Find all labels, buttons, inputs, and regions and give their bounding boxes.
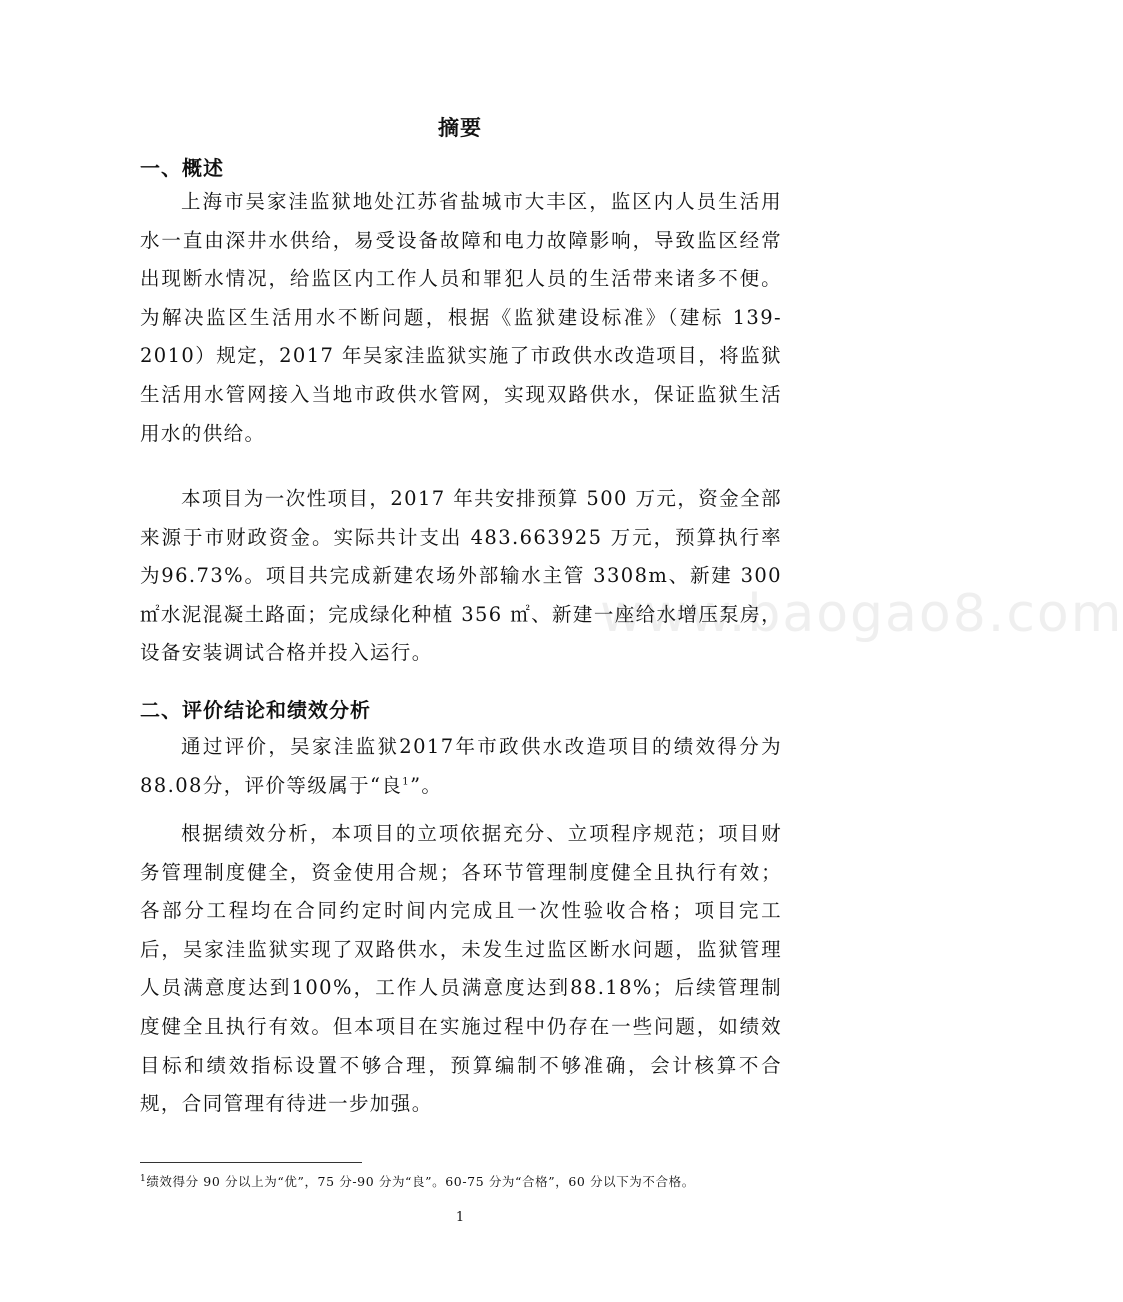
footnote-marker: 1 — [140, 1173, 147, 1184]
section-heading-conclusion: 二、评价结论和绩效分析 — [140, 698, 371, 722]
overview-paragraph-1: 上海市吴家洼监狱地处江苏省盐城市大丰区，监区内人员生活用水一直由深井水供给，易受设备故障和电力故障影响，导致监区经常出现断水情况，给监区内工作人员和罪犯人员的生活带来诸多不便。为解决监区生活用水不断问题，根据《监狱建设标准》（建标 139-2010）规定，2017 年吴家洼监狱实施了市政供水改造项目，将监狱生活用水管网接入当地市政供水管网，实现双路供水，保证监狱生活用水的供给。 — [140, 190, 782, 445]
conclusion-text-end: ”。 — [410, 773, 443, 797]
page-number: 1 — [455, 1210, 465, 1225]
footnote-text: 绩效得分 90 分以上为“优”，75 分-90 分为“良”。60-75 分为“合格”，60 分以下为不合格。 — [146, 1174, 695, 1189]
watermark: www.baogao8.com — [600, 584, 1123, 644]
page-title: 摘要 — [438, 115, 482, 140]
section-heading-overview: 一、概述 — [140, 156, 224, 180]
overview-paragraph-2: 本项目为一次性项目，2017 年共安排预算 500 万元，资金全部来源于市财政资金。实际共计支出 483.663925 万元，预算执行率为96.73%。项目共完成新建农场外部输水主管 3308m、新建 300 ㎡水泥混凝土路面；完成绿化种植 356 ㎡、新建一座给水增压泵房，设备安装调试合格并投入运行。 — [140, 487, 782, 665]
conclusion-paragraph-2: 根据绩效分析，本项目的立项依据充分、立项程序规范；项目财务管理制度健全，资金使用合规；各环节管理制度健全且执行有效；各部分工程均在合同约定时间内完成且一次性验收合格；项目完工后，吴家洼监狱实现了双路供水，未发生过监区断水问题，监狱管理人员满意度达到100%，工作人员满意度达到88.18%；后续管理制度健全且执行有效。但本项目在实施过程中仍存在一些问题，如绩效目标和绩效指标设置不够合理，预算编制不够准确，会计核算不合规，合同管理有待进一步加强。 — [140, 822, 782, 1116]
conclusion-paragraph-1 — [140, 728, 782, 805]
footnote — [140, 1172, 695, 1190]
conclusion-text-start: 通过评价，吴家洼监狱2017年市政供水改造项目的绩效得分为88.08分，评价等级属于“良 — [140, 735, 782, 797]
footnote-divider — [140, 1162, 362, 1163]
footnote-ref: 1 — [402, 776, 411, 788]
